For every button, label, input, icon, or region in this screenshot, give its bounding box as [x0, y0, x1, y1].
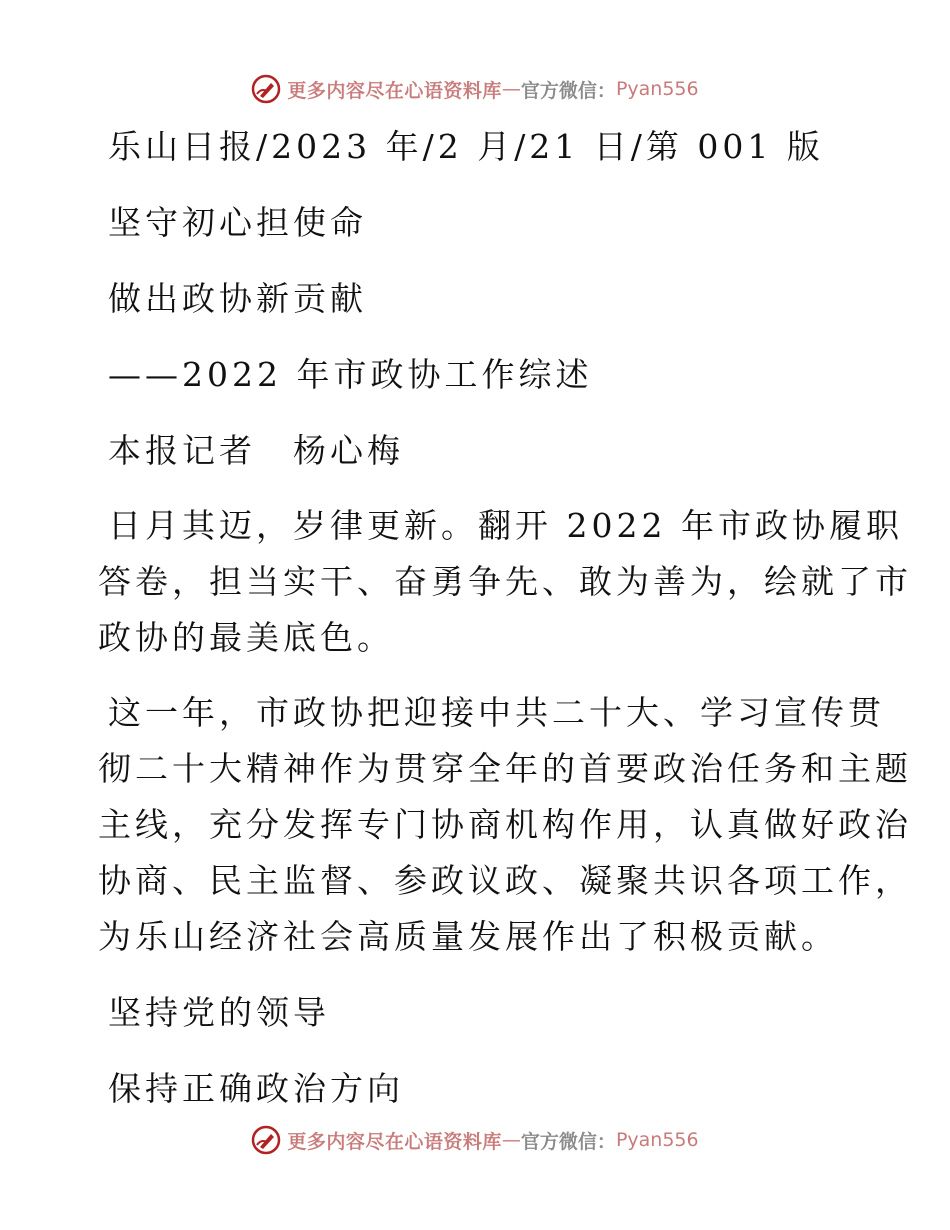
watermark-id: Pyan556 [615, 1129, 699, 1151]
paragraph-line: 政协的最美底色。 [98, 618, 394, 657]
top-watermark [0, 71, 950, 107]
watermark-label: 官方微信： [520, 1130, 616, 1153]
article-title-line-1: 坚守初心担使命 [108, 203, 367, 242]
article-subtitle: ——2022 年市政协工作综述 [108, 355, 593, 394]
watermark-text: 更多内容尽在心语资料库 [287, 79, 502, 102]
watermark-text: 更多内容尽在心语资料库 [287, 1130, 502, 1153]
watermark-label: 官方微信： [520, 79, 616, 102]
byline: 本报记者 杨心梅 [108, 431, 404, 470]
paragraph-line: 为乐山经济社会高质量发展作出了积极贡献。 [98, 917, 838, 956]
paragraph-line: 协商、民主监督、参政议政、凝聚共识各项工作， [98, 861, 912, 900]
watermark-dash: — [501, 1129, 521, 1151]
pen-logo-icon [251, 1125, 281, 1155]
paragraph-line: 这一年，市政协把迎接中共二十大、学习宣传贯 [108, 693, 885, 732]
dateline: 乐山日报/2023 年/2 月/21 日/第 001 版 [108, 127, 824, 166]
bottom-watermark [0, 1122, 950, 1158]
paragraph-1 [98, 498, 912, 666]
section-title-2: 保持正确政治方向 [108, 1069, 404, 1108]
article-body [98, 118, 912, 1136]
pen-logo-icon [251, 74, 281, 104]
paragraph-line: 答卷，担当实干、奋勇争先、敢为善为，绘就了市 [98, 562, 912, 601]
article-title-line-2: 做出政协新贡献 [108, 279, 367, 318]
paragraph-line: 日月其迈，岁律更新。翻开 2022 年市政协履职 [108, 506, 903, 545]
paragraph-2 [98, 685, 912, 965]
watermark-dash: — [501, 78, 521, 100]
watermark-id: Pyan556 [615, 78, 699, 100]
paragraph-line: 主线，充分发挥专门协商机构作用，认真做好政治 [98, 805, 912, 844]
paragraph-line: 彻二十大精神作为贯穿全年的首要政治任务和主题 [98, 749, 912, 788]
section-title-1: 坚持党的领导 [108, 993, 330, 1032]
